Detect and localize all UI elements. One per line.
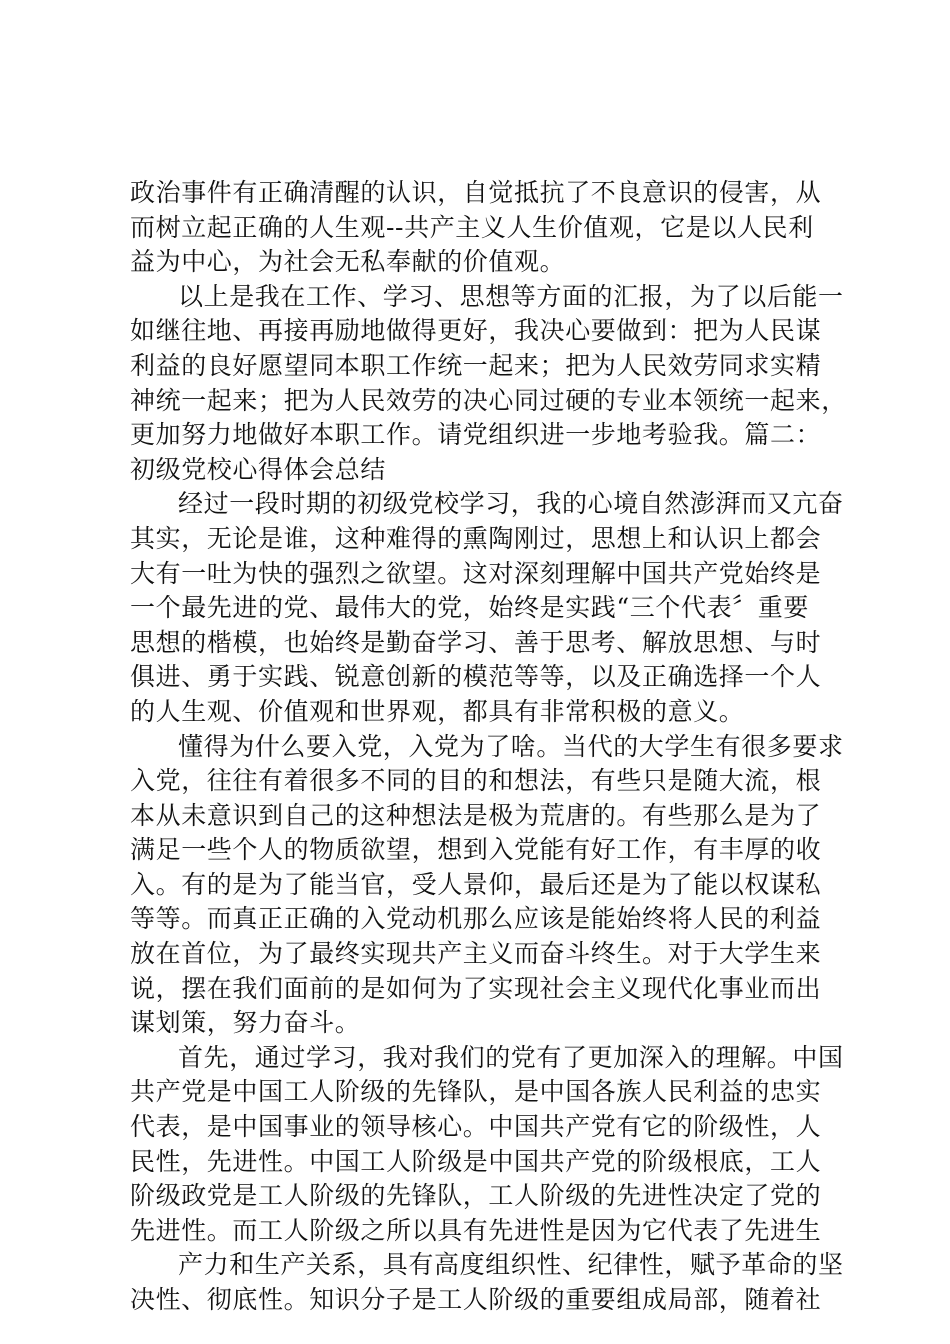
text-line: 思想的楷模，也始终是勤奋学习、善于思考、解放思想、与时	[130, 627, 822, 657]
text-line: 阶级政党是工人阶级的先锋队，工人阶级的先进性决定了党的	[130, 1181, 822, 1211]
paragraph-start-line: 以上是我在工作、学习、思想等方面的汇报，为了以后能一	[178, 281, 844, 311]
text-line: 共产党是中国工人阶级的先锋队，是中国各族人民利益的忠实	[130, 1077, 822, 1107]
text-line: 神统一起来；把为人民效劳的决心同过硬的专业本领统一起来，	[130, 385, 847, 415]
text-line: 等等。而真正正确的入党动机那么应该是能始终将人民的利益	[130, 904, 822, 934]
paragraph-start-line: 首先，通过学习，我对我们的党有了更加深入的理解。中国	[178, 1042, 844, 1072]
text-line: 决性、彻底性。知识分子是工人阶级的重要组成局部，随着社	[130, 1285, 822, 1314]
text-line: 更加努力地做好本职工作。请党组织进一步地考验我。篇二：	[130, 420, 822, 450]
text-line: 益为中心，为社会无私奉献的价值观。	[130, 247, 566, 277]
text-line: 政治事件有正确清醒的认识，自觉抵抗了不良意识的侵害，从	[130, 178, 822, 207]
text-line: 而树立起正确的人生观--共产主义人生价值观，它是以人民利	[130, 212, 814, 242]
text-line: 大有一吐为快的强烈之欲望。这对深刻理解中国共产党始终是	[130, 558, 822, 588]
text-line: 先进性。而工人阶级之所以具有先进性是因为它代表了先进生	[130, 1215, 822, 1245]
text-line: 民性，先进性。中国工人阶级是中国共产党的阶级根底，工人	[130, 1146, 822, 1176]
text-line: 入。有的是为了能当官，受人景仰，最后还是为了能以权谋私	[130, 869, 822, 899]
text-line: 放在首位，为了最终实现共产主义而奋斗终生。对于大学生来	[130, 939, 822, 969]
text-line: 利益的良好愿望同本职工作统一起来；把为人民效劳同求实精	[130, 350, 822, 380]
text-line: 满足一些个人的物质欲望，想到入党能有好工作，有丰厚的收	[130, 835, 822, 865]
body-text	[130, 176, 847, 1318]
text-line: 一个最先进的党、最伟大的党，始终是实践“三个代表〞重要	[130, 593, 809, 623]
paragraph-start-line: 经过一段时期的初级党校学习，我的心境自然澎湃而又亢奋	[178, 489, 844, 519]
text-line: 说，摆在我们面前的是如何为了实现社会主义现代化事业而出	[130, 973, 822, 1003]
text-line: 初级党校心得体会总结	[130, 454, 387, 484]
paragraph-start-line: 懂得为什么要入党，入党为了啥。当代的大学生有很多要求	[178, 731, 844, 761]
text-line: 如继往地、再接再励地做得更好，我决心要做到：把为人民谋	[130, 316, 822, 346]
text-line: 代表，是中国事业的领导核心。中国共产党有它的阶级性，人	[130, 1112, 822, 1142]
text-line: 其实，无论是谁，这种难得的熏陶刚过，思想上和认识上都会	[130, 523, 822, 553]
text-line: 入党，往往有着很多不同的目的和想法，有些只是随大流，根	[130, 766, 822, 796]
text-line: 的人生观、价值观和世界观，都具有非常积极的意义。	[130, 696, 745, 726]
paragraph-start-line: 产力和生产关系，具有高度组织性、纪律性，赋予革命的坚	[178, 1250, 844, 1280]
text-line: 谋划策，努力奋斗。	[130, 1008, 361, 1038]
text-line: 本从未意识到自己的这种想法是极为荒唐的。有些那么是为了	[130, 800, 822, 830]
text-line: 俱进、勇于实践、锐意创新的模范等等，以及正确选择一个人	[130, 662, 822, 692]
